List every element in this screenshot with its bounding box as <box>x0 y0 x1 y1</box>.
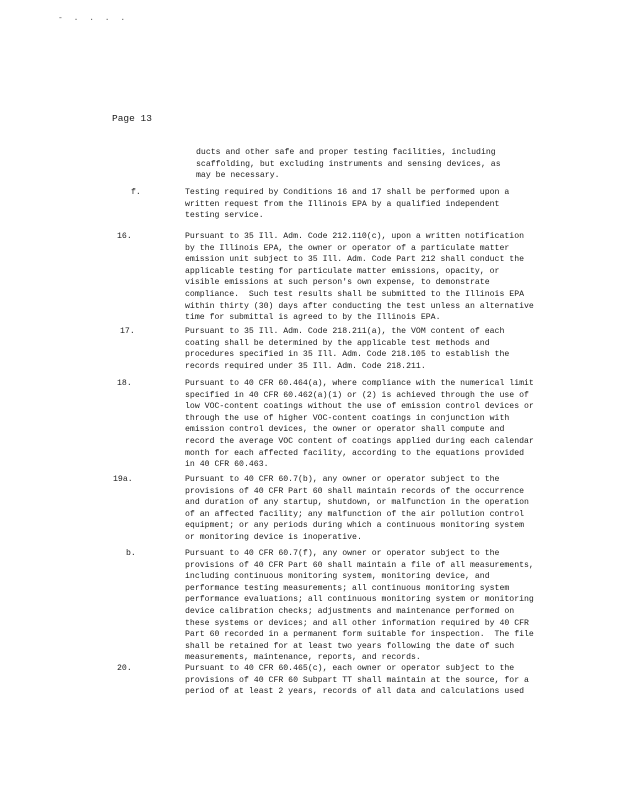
text-line: emission control devices, the owner or operator shall compute and <box>185 425 505 435</box>
text-line: and duration of any startup, shutdown, or malfunction in the operation <box>185 498 529 508</box>
paragraph-marker: f. <box>131 188 141 197</box>
paragraph <box>185 378 534 471</box>
text-line: time for submittal is agreed to by the Illinois EPA. <box>185 313 441 323</box>
text-line: written request from the Illinois EPA by a qualified independent <box>185 199 500 209</box>
text-line: of an affected facility; any malfunction of the air pollution control <box>185 509 525 519</box>
text-line: record the average VOC content of coatings applied during each calendar <box>185 436 534 446</box>
text-line: performance testing measurements; all continuous monitoring system <box>185 583 510 593</box>
text-line: specified in 40 CFR 60.462(a)(1) or (2) is achieved through the use of <box>185 390 529 400</box>
text-line: month for each affected facility, according to the equations provided <box>185 448 525 458</box>
text-line: in 40 CFR 60.463. <box>185 460 269 470</box>
text-line: by the Illinois EPA, the owner or operator of a particulate matter <box>185 243 510 253</box>
text-line: Pursuant to 40 CFR 60.465(c), each owner or operator subject to the <box>185 664 515 673</box>
text-line: Pursuant to 40 CFR 60.7(b), any owner or operator subject to the <box>185 475 500 484</box>
paragraph-marker: 18. <box>117 379 132 388</box>
text-line: Part 60 recorded in a permanent form suitable for inspection. The file <box>185 630 534 640</box>
text-line: procedures specified in 35 Ill. Adm. Code 218.105 to establish the <box>185 350 510 360</box>
paragraph <box>185 474 529 544</box>
text-line: low VOC-content coatings without the use of emission control devices or <box>185 402 534 412</box>
paragraph <box>196 147 501 182</box>
page-number: Page 13 <box>112 113 152 124</box>
text-line: may be necessary. <box>196 171 280 181</box>
text-line: Pursuant to 35 Ill. Adm. Code 218.211(a), the VOM content of each <box>185 327 505 336</box>
paragraph-marker: 19a. <box>113 475 133 484</box>
paragraph-marker: 16. <box>117 232 132 241</box>
text-line: emission unit subject to 35 Ill. Adm. Code Part 212 shall conduct the <box>185 255 525 265</box>
text-line: visible emissions at such person's own expense, to demonstrate <box>185 278 490 288</box>
text-line: shall be retained for at least two years following the date of such <box>185 641 515 651</box>
text-line: provisions of 40 CFR Part 60 shall maintain a file of all measurements, <box>185 560 534 570</box>
text-line: coating shall be determined by the applicable test methods and <box>185 338 490 348</box>
text-line: including continuous monitoring system, monitoring device, and <box>185 572 490 582</box>
text-line: through the use of higher VOC-content coatings in conjunction with <box>185 413 510 423</box>
text-line: compliance. Such test results shall be submitted to the Illinois EPA <box>185 289 525 299</box>
text-line: Testing required by Conditions 16 and 17 shall be performed upon a <box>185 188 510 197</box>
text-line: measurements, maintenance, reports, and records. <box>185 653 421 663</box>
paragraph <box>185 326 509 372</box>
paragraph <box>185 231 534 324</box>
text-line: Pursuant to 40 CFR 60.7(f), any owner or operator subject to the <box>185 549 500 558</box>
text-line: these systems or devices; and all other information required by 40 CFR <box>185 618 529 628</box>
paragraph-marker: b. <box>126 549 136 558</box>
text-line: period of at least 2 years, records of all data and calculations used <box>185 687 525 697</box>
text-line: performance evaluations; all continuous monitoring system or monitoring <box>185 595 534 605</box>
text-line: ducts and other safe and proper testing facilities, including <box>196 148 496 157</box>
text-line: equipment; or any periods during which a continuous monitoring system <box>185 521 525 531</box>
paragraph-marker: 20. <box>117 664 132 673</box>
text-line: testing service. <box>185 211 264 221</box>
text-line: applicable testing for particulate matter emissions, opacity, or <box>185 266 500 276</box>
text-line: scaffolding, but excluding instruments and sensing devices, as <box>196 159 501 169</box>
corner-mark: - . . . . <box>58 14 129 23</box>
paragraph <box>185 187 509 222</box>
text-line: or monitoring device is inoperative. <box>185 532 362 542</box>
text-line: within thirty (30) days after conducting the test unless an alternative <box>185 301 534 311</box>
text-line: provisions of 40 CFR Part 60 shall maintain records of the occurrence <box>185 486 525 496</box>
text-line: Pursuant to 35 Ill. Adm. Code 212.110(c), upon a written notification <box>185 232 525 241</box>
text-line: records required under 35 Ill. Adm. Code 218.211. <box>185 361 426 371</box>
paragraph-marker: 17. <box>120 327 135 336</box>
text-line: device calibration checks; adjustments and maintenance performed on <box>185 606 515 616</box>
text-line: Pursuant to 40 CFR 60.464(a), where compliance with the numerical limit <box>185 379 534 388</box>
text-line: provisions of 40 CFR 60 Subpart TT shall maintain at the source, for a <box>185 675 529 685</box>
paragraph <box>185 548 534 664</box>
paragraph <box>185 663 529 698</box>
